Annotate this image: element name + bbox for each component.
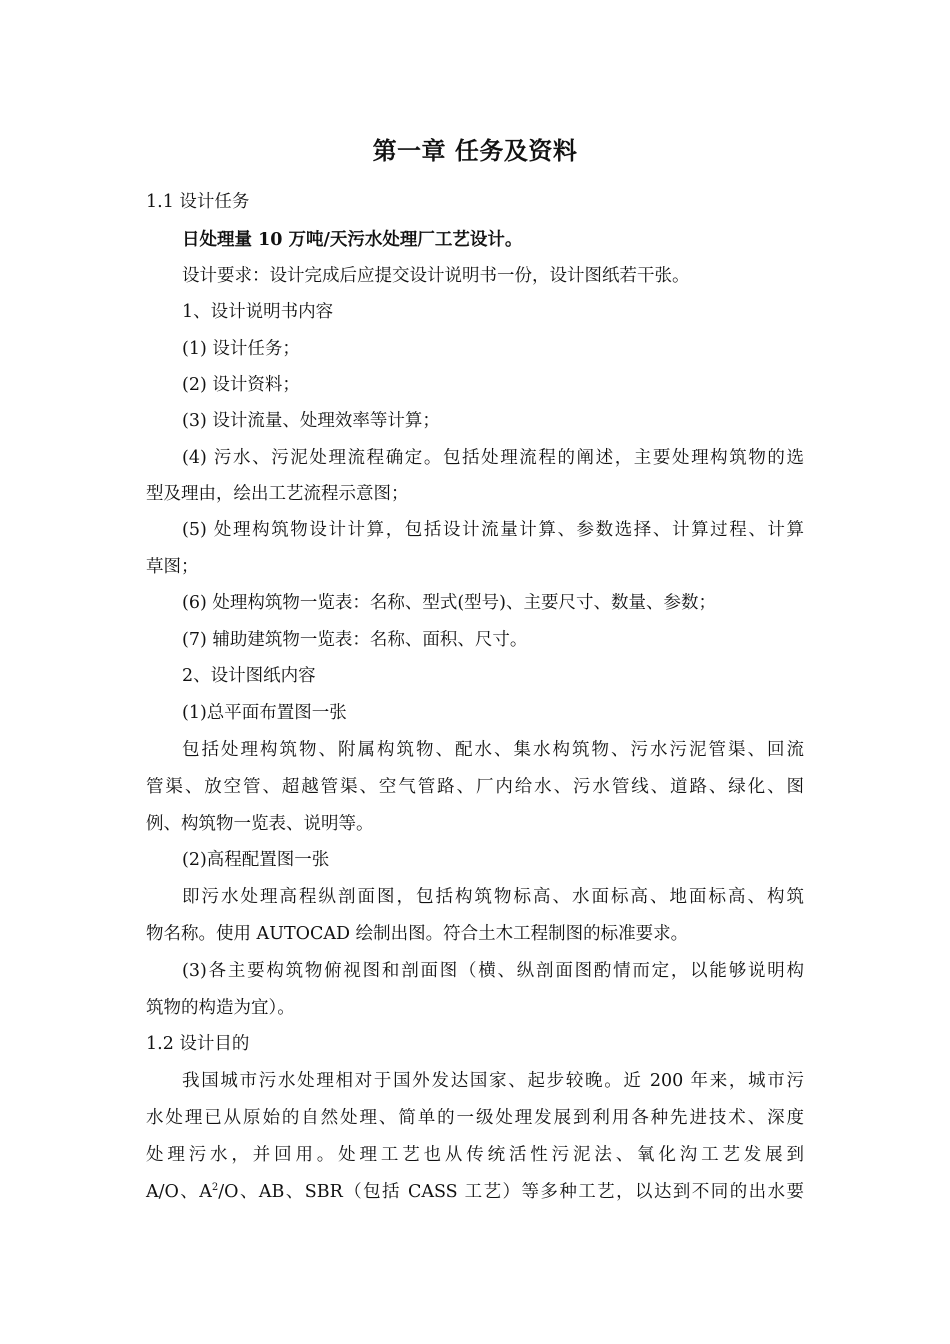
list-item-continuation: 型及理由，绘出工艺流程示意图； xyxy=(146,484,409,504)
paragraph-line: 物名称。使用 AUTOCAD 绘制出图。符合土木工程制图的标准要求。 xyxy=(146,924,689,944)
paragraph-line: 处理污水，并回用。处理工艺也从传统活性污泥法、氧化沟工艺发展到 xyxy=(146,1145,804,1165)
list-item: (7) 辅助建筑物一览表：名称、面积、尺寸。 xyxy=(182,630,528,650)
list-item: (1) 设计任务； xyxy=(182,339,300,359)
drawing-item: (2)高程配置图一张 xyxy=(182,850,330,870)
paragraph-line: 例、构筑物一览表、说明等。 xyxy=(146,814,374,834)
paragraph-line xyxy=(146,1180,804,1204)
text-segment: A/O、A xyxy=(146,1182,212,1202)
chapter-title: 第一章 任务及资料 xyxy=(372,136,578,165)
list-item: (6) 处理构筑物一览表：名称、型式(型号)、主要尺寸、数量、参数； xyxy=(182,593,717,613)
list-item: (3) 设计流量、处理效率等计算； xyxy=(182,411,440,431)
paragraph-line: 水处理已从原始的自然处理、简单的一级处理发展到利用各种先进技术、深度 xyxy=(146,1108,804,1128)
list-item: (2) 设计资料； xyxy=(182,375,300,395)
paragraph-line: 我国城市污水处理相对于国外发达国家、起步较晚。近 200 年来，城市污 xyxy=(182,1071,804,1091)
list-item-continuation: 草图； xyxy=(146,557,199,577)
list-heading-1: 1、设计说明书内容 xyxy=(182,302,334,322)
paragraph-line: 管渠、放空管、超越管渠、空气管路、厂内给水、污水管线、道路、绿化、图 xyxy=(146,777,804,797)
paragraph-line: 即污水处理高程纵剖面图，包括构筑物标高、水面标高、地面标高、构筑 xyxy=(182,887,804,907)
section-heading-1-2: 1.2 设计目的 xyxy=(146,1034,250,1054)
list-item: (4) 污水、污泥处理流程确定。包括处理流程的阐述，主要处理构筑物的选 xyxy=(182,448,804,468)
requirement-text: 设计要求：设计完成后应提交设计说明书一份，设计图纸若干张。 xyxy=(182,266,690,286)
list-item: (5) 处理构筑物设计计算，包括设计流量计算、参数选择、计算过程、计算 xyxy=(182,520,804,540)
task-statement: 日处理量 10 万吨/天污水处理厂工艺设计。 xyxy=(182,230,523,250)
paragraph-line: 包括处理构筑物、附属构筑物、配水、集水构筑物、污水污泥管渠、回流 xyxy=(182,740,804,760)
list-heading-2: 2、设计图纸内容 xyxy=(182,666,316,686)
drawing-item: (1)总平面布置图一张 xyxy=(182,703,347,723)
superscript: 2 xyxy=(211,1182,219,1194)
text-segment: /O、AB、SBR（包括 CASS 工艺）等多种工艺，以达到不同的出水要 xyxy=(218,1182,804,1202)
paragraph-line: 筑物的构造为宜）。 xyxy=(146,998,295,1018)
drawing-item: (3)各主要构筑物俯视图和剖面图（横、纵剖面图酌情而定，以能够说明构 xyxy=(182,961,804,981)
section-heading-1-1: 1.1 设计任务 xyxy=(146,192,250,212)
